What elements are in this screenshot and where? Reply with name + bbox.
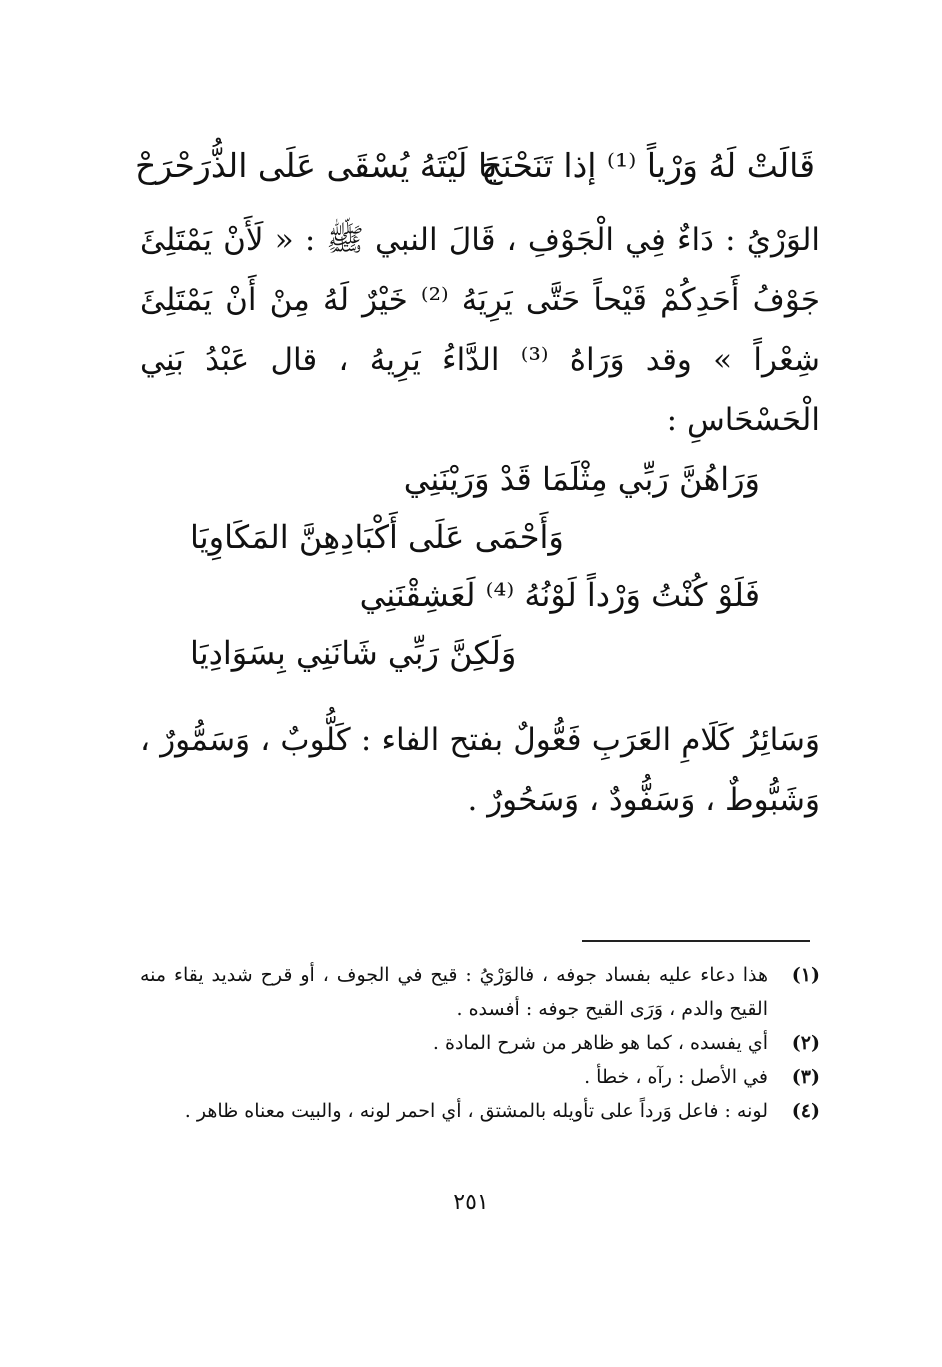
footnote-number: (١) — [791, 964, 820, 986]
footnote-text: هذا دعاء عليه بفساد جوفه ، فالوَرْيُ : قيح في الجوف ، أو قرح شديد يقاء منه القيح والدم ، وَرَى القيح جوفه : أفسده . — [140, 964, 768, 1020]
footnote-text: لونه : فاعل وَرداً على تأويله بالمشتق ، أي احمر لونه ، والبيت معناه ظاهر . — [184, 1100, 768, 1122]
footnote-item — [140, 1026, 820, 1060]
poem-line-1: وَرَاهُنَّ رَبِّي مِثْلَمَا قَدْ وَرَيْنَنِي — [403, 460, 760, 498]
footnote-number: (٢) — [791, 1032, 820, 1054]
opening-verse — [135, 138, 815, 210]
verse-hemistich-right: قَالَتْ لَهُ وَرْياً ⁽¹⁾ إذا تَنَحْنَحَ — [481, 146, 815, 185]
page-number: ٢٥١ — [453, 1190, 489, 1215]
footnote-item — [140, 1060, 820, 1094]
footnote-text: أي يفسده ، كما هو ظاهر من شرح المادة . — [432, 1032, 768, 1054]
poem-line-2: وَأَحْمَى عَلَى أَكْبَادِهِنَّ المَكَاوِيَا — [190, 518, 564, 556]
footnote-text: في الأصل : رآه ، خطأ . — [584, 1066, 768, 1088]
verse-hemistich-left: يَا لَيْتَهُ يُسْقَى عَلَى الذُّرَحْرَحْ — [135, 146, 498, 185]
footnote-number: (٤) — [791, 1100, 820, 1122]
footnote-item — [140, 958, 820, 1026]
poem-line-3: فَلَوْ كُنْتُ وَرْداً لَوْنُهُ ⁽⁴⁾ لَعَشِقْنَنِي — [359, 576, 760, 614]
footnotes — [140, 958, 820, 1128]
footnote-number: (٣) — [791, 1066, 820, 1088]
body-paragraph-1: الوَرْيُ : دَاءٌ فِي الْجَوْفِ ، قَالَ النبي ﷺ : « لَأَنْ يَمْتَلِئَ جَوْفُ أَحَدِكُمْ قَيْحاً حَتَّى يَرِيَهُ ⁽²⁾ خَيْرٌ لَهُ مِنْ أَنْ يَمْتَلِئَ شِعْراً » وقد وَرَاهُ ⁽³⁾ الدَّاءُ يَرِيهُ ، قال عَبْدُ بَنِي الْحَسْحَاسِ : — [140, 222, 821, 438]
footnote-separator — [582, 940, 810, 942]
body-paragraph-2: وَسَائِرُ كَلَامِ العَرَبِ فَعُّولٌ بفتح الفاء : كَلُّوبٌ ، وَسَمُّورٌ ، وَشَبُّوطٌ ، وَسَفُّودٌ ، وَسَحُورٌ . — [140, 722, 820, 818]
footnote-item — [140, 1094, 820, 1128]
poem-line-4: وَلَكِنَّ رَبِّي شَانَنِي بِسَوَادِيَا — [190, 634, 517, 672]
